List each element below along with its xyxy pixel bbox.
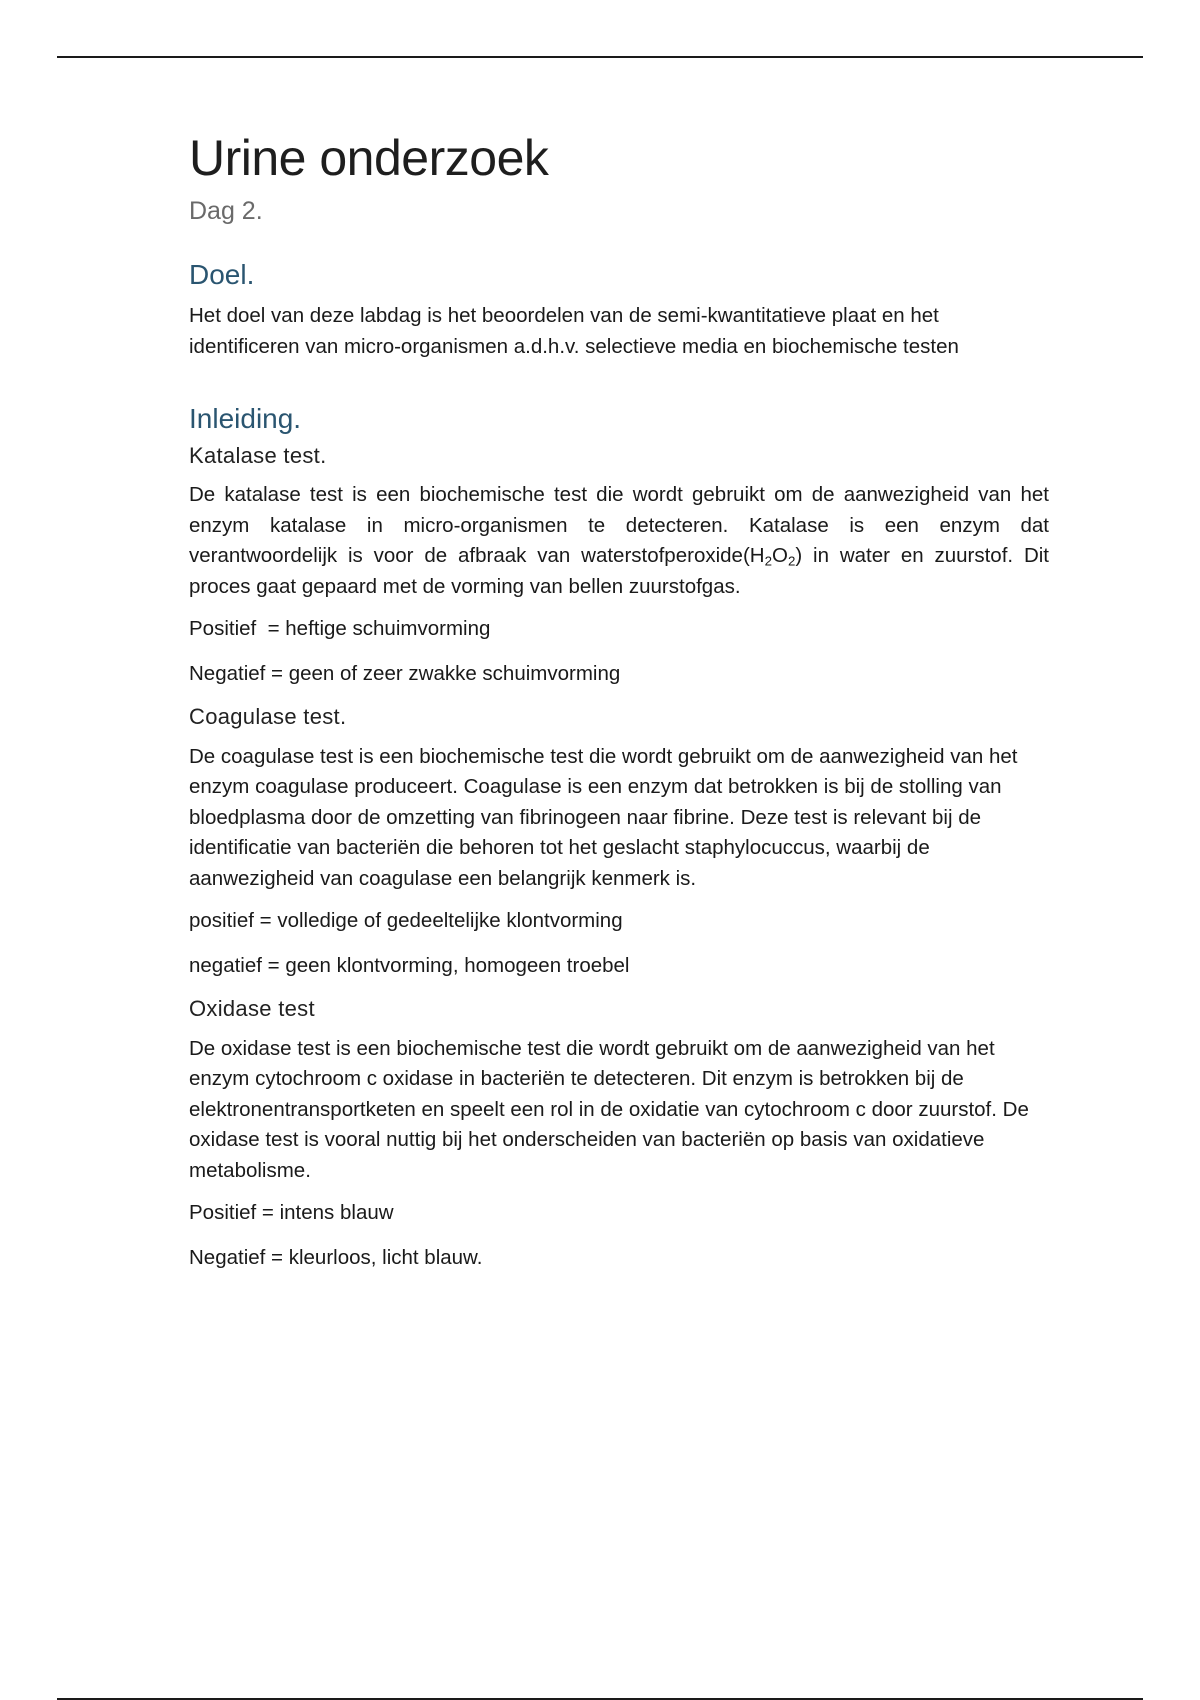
doel-paragraph: Het doel van deze labdag is het beoordelen van de semi-kwantitatieve plaat en het identificeren van micro-organismen a.d.h.v. selectieve media en biochemische testen bbox=[189, 304, 959, 358]
subheading-oxidase: Oxidase test bbox=[189, 996, 315, 1022]
oxidase-paragraph: De oxidase test is een biochemische test die wordt gebruikt om de aanwezigheid van het enzym cytochroom c oxidase in bacteriën te detecteren. Dit enzym is betrokken bij de elektronentransportketen en speelt een rol in de oxidatie van cytochroom c door zuurstof. De oxidase test is vooral nuttig bij het onderscheiden van bacteriën op basis van oxidatieve metabolisme. bbox=[189, 1036, 1029, 1182]
header-rule bbox=[57, 56, 1143, 58]
katalase-negative: Negatief = geen of zeer zwakke schuimvorming bbox=[189, 661, 621, 685]
section-heading-doel: Doel. bbox=[189, 258, 255, 290]
document-subtitle: Dag 2. bbox=[189, 196, 263, 225]
katalase-text-part2: O bbox=[772, 544, 788, 568]
coagulase-positive: positief = volledige of gedeeltelijke klontvorming bbox=[189, 909, 623, 933]
subheading-coagulase: Coagulase test. bbox=[189, 704, 347, 730]
katalase-positive: Positief = heftige schuimvorming bbox=[189, 617, 491, 641]
coagulase-paragraph: De coagulase test is een biochemische test die wordt gebruikt om de aanwezigheid van het enzym coagulase produceert. Coagulase is een enzym dat betrokken is bij de stolling van bloedplasma door de omzetting van fibrinogeen naar fibrine. Deze test is relevant bij de identificatie van bacteriën die behoren tot het geslacht staphylocuccus, waarbij de aanwezigheid van coagulase een belangrijk kenmerk is. bbox=[189, 744, 1018, 890]
katalase-subscript-2: 2 bbox=[787, 553, 796, 569]
document-title: Urine onderzoek bbox=[189, 130, 549, 186]
oxidase-negative: Negatief = kleurloos, licht blauw. bbox=[189, 1245, 483, 1269]
katalase-paragraph bbox=[189, 480, 1049, 602]
katalase-text-part3: ) in water en zuurstof. Dit proces gaat gepaard met de vorming van bellen zuurstofgas. bbox=[189, 544, 1049, 598]
coagulase-negative: negatief = geen klontvorming, homogeen troebel bbox=[189, 953, 630, 977]
document-body bbox=[189, 130, 1049, 1287]
oxidase-positive: Positief = intens blauw bbox=[189, 1201, 394, 1225]
katalase-subscript-1: 2 bbox=[764, 553, 772, 569]
subheading-katalase: Katalase test. bbox=[189, 442, 327, 468]
section-heading-inleiding: Inleiding. bbox=[189, 403, 302, 435]
katalase-text-part1: De katalase test is een biochemische test die wordt gebruikt om de aanwezigheid van het enzym katalase in micro-organismen te detecteren. Katalase is een enzym dat verantwoordelijk is voor de afbraak van waterstofperoxide(H bbox=[189, 483, 1049, 568]
